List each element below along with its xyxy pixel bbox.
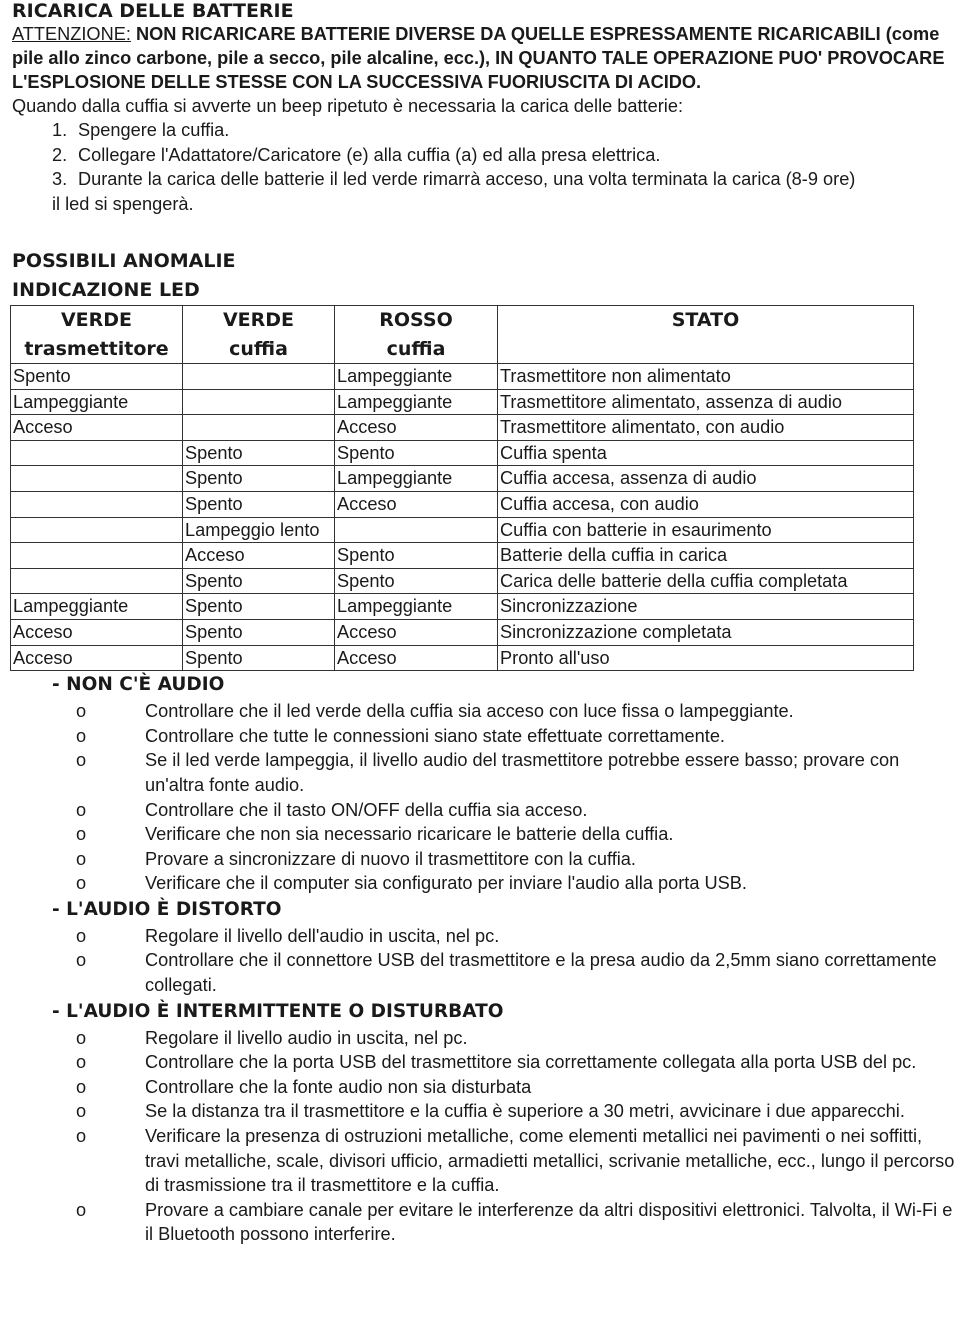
list-item-text: Controllare che il connettore USB del trasmettitore e la presa audio da 2,5mm siano correttamente collegati. [145, 950, 937, 996]
warning-paragraph [12, 22, 958, 94]
list-item [76, 822, 958, 847]
list-item-text: Verificare che il computer sia configurato per inviare l'audio alla porta USB. [145, 873, 747, 894]
cell-red-headset [335, 517, 498, 543]
cell-status: Trasmettitore alimentato, assenza di audio [498, 389, 914, 415]
step-item [52, 167, 958, 216]
list-item [76, 1124, 958, 1198]
table-row [11, 440, 914, 466]
step-number: 2. [52, 144, 68, 165]
cell-green-headset [183, 389, 335, 415]
list-item [76, 1026, 958, 1051]
cell-red-headset: Spento [335, 568, 498, 594]
header-green-transmitter: VERDE trasmettitore [11, 306, 183, 364]
list-item-text: Regolare il livello audio in uscita, nel pc. [145, 1027, 468, 1048]
list-item [76, 748, 958, 797]
table-row [11, 389, 914, 415]
list-item-text: Verificare la presenza di ostruzioni metalliche, come elementi metallici nei pavimenti o nei soffitti, travi metalliche, scale, divisori ufficio, armadietti metallici, scrivanie metalliche, ecc., lungo il percorso di trasmissione tra il trasmettitore e la cuffia. [145, 1126, 955, 1196]
list-item [76, 924, 958, 949]
warning-lead: ATTENZIONE: [12, 24, 131, 44]
cell-green-transmitter [11, 440, 183, 466]
cell-status: Cuffia accesa, assenza di audio [498, 466, 914, 492]
cell-green-transmitter: Acceso [11, 645, 183, 671]
cell-green-headset: Spento [183, 619, 335, 645]
list-item-text: Controllare che tutte le connessioni siano state effettuate correttamente. [145, 725, 725, 746]
circle-bullet-icon: o [76, 824, 87, 845]
table-row [11, 517, 914, 543]
cell-green-transmitter: Acceso [11, 415, 183, 441]
led-table-header [11, 306, 914, 364]
list-item-text: Se la distanza tra il trasmettitore e la cuffia è superiore a 30 metri, avvicinare i due apparecchi. [145, 1101, 905, 1122]
list-item-text: Se il led verde lampeggia, il livello audio del trasmettitore potrebbe essere basso; provare con un'altra fonte audio. [145, 750, 900, 795]
cell-green-headset [183, 415, 335, 441]
warning-text: NON RICARICARE BATTERIE DIVERSE DA QUELLE ESPRESSAMENTE RICARICABILI (come pile allo zinco carbone, pile a secco, pile alcaline, ecc.), IN QUANTO TALE OPERAZIONE PUO' PROVOCARE L'ESPLOSIONE DELLE STESSE CON LA SUCCESSIVA FUORIUSCITA DI ACIDO. [12, 24, 945, 92]
cell-status: Cuffia con batterie in esaurimento [498, 517, 914, 543]
cell-status: Sincronizzazione [498, 594, 914, 620]
anomalies-heading: POSSIBILI ANOMALIE [12, 250, 236, 272]
list-item [76, 847, 958, 872]
page-title: RICARICA DELLE BATTERIE [12, 0, 294, 22]
circle-bullet-icon: o [76, 1027, 87, 1048]
step-text: Durante la carica delle batterie il led verde rimarrà acceso, una volta terminata la carica (8-9 ore) [78, 169, 856, 189]
troubleshooting-heading: - NON C'È AUDIO [52, 674, 225, 696]
cell-red-headset: Lampeggiante [335, 364, 498, 390]
cell-green-headset [183, 364, 335, 390]
list-item [76, 1075, 958, 1100]
step-number: 3. [52, 169, 68, 189]
step-text-continued: il led si spengerà. [52, 193, 194, 214]
step-number: 1. [52, 120, 68, 140]
list-item [76, 798, 958, 823]
table-row [11, 466, 914, 492]
cell-green-transmitter: Acceso [11, 619, 183, 645]
list-item-text: Provare a cambiare canale per evitare le interferenze da altri dispositivi elettronici. Talvolta, il Wi-Fi e il Bluetooth possono interferire. [145, 1199, 953, 1245]
table-row [11, 645, 914, 671]
cell-green-transmitter [11, 543, 183, 569]
led-table [10, 305, 914, 671]
check-list [12, 1026, 958, 1247]
cell-red-headset: Lampeggiante [335, 594, 498, 620]
table-row [11, 619, 914, 645]
troubleshooting-sections [12, 671, 958, 1247]
cell-status: Cuffia accesa, con audio [498, 491, 914, 517]
cell-green-headset: Spento [183, 491, 335, 517]
cell-green-transmitter [11, 466, 183, 492]
list-item-text: Controllare che la porta USB del trasmettitore sia correttamente collegata alla porta USB del pc. [145, 1052, 917, 1073]
list-item [76, 1198, 958, 1247]
list-item-text: Provare a sincronizzare di nuovo il trasmettitore con la cuffia. [145, 848, 636, 869]
circle-bullet-icon: o [76, 701, 87, 722]
table-row [11, 568, 914, 594]
cell-green-transmitter [11, 568, 183, 594]
cell-green-transmitter: Lampeggiante [11, 594, 183, 620]
cell-green-headset: Spento [183, 594, 335, 620]
header-red-headset: ROSSO cuffia [335, 306, 498, 364]
cell-status: Trasmettitore alimentato, con audio [498, 415, 914, 441]
circle-bullet-icon: o [76, 873, 87, 894]
list-item-text: Controllare che il led verde della cuffia sia acceso con luce fissa o lampeggiante. [145, 701, 794, 722]
list-item [76, 1050, 958, 1075]
step-text: Collegare l'Adattatore/Caricatore (e) alla cuffia (a) ed alla presa elettrica. [78, 144, 661, 165]
check-list [12, 699, 958, 896]
cell-status: Cuffia spenta [498, 440, 914, 466]
list-item-text: Controllare che il tasto ON/OFF della cuffia sia acceso. [145, 799, 588, 820]
troubleshooting-heading: - L'AUDIO È DISTORTO [52, 898, 282, 920]
table-row [11, 543, 914, 569]
circle-bullet-icon: o [76, 1052, 87, 1073]
cell-red-headset: Lampeggiante [335, 389, 498, 415]
cell-green-headset: Lampeggio lento [183, 517, 335, 543]
cell-status: Sincronizzazione completata [498, 619, 914, 645]
circle-bullet-icon: o [76, 950, 87, 971]
cell-green-headset: Spento [183, 568, 335, 594]
cell-green-transmitter: Spento [11, 364, 183, 390]
step-item [52, 118, 958, 143]
circle-bullet-icon: o [76, 725, 87, 746]
table-row [11, 491, 914, 517]
list-item [76, 1099, 958, 1124]
cell-status: Pronto all'uso [498, 645, 914, 671]
header-status: STATO [498, 306, 914, 364]
step-text: Spengere la cuffia. [78, 120, 230, 140]
document-page [12, 0, 958, 1247]
table-row [11, 364, 914, 390]
header-green-headset: VERDE cuffia [183, 306, 335, 364]
cell-green-transmitter [11, 491, 183, 517]
cell-red-headset: Acceso [335, 491, 498, 517]
cell-green-headset: Spento [183, 645, 335, 671]
list-item-text: Verificare che non sia necessario ricaricare le batterie della cuffia. [145, 824, 674, 845]
circle-bullet-icon: o [76, 750, 87, 771]
cell-red-headset: Acceso [335, 619, 498, 645]
cell-red-headset: Acceso [335, 415, 498, 441]
troubleshooting-heading: - L'AUDIO È INTERMITTENTE O DISTURBATO [52, 1000, 504, 1022]
cell-red-headset: Lampeggiante [335, 466, 498, 492]
cell-green-headset: Spento [183, 440, 335, 466]
led-table-body [11, 364, 914, 671]
list-item [76, 699, 958, 724]
circle-bullet-icon: o [76, 1126, 87, 1147]
list-item-text: Controllare che la fonte audio non sia disturbata [145, 1076, 532, 1097]
cell-green-headset: Spento [183, 466, 335, 492]
cell-status: Carica delle batterie della cuffia completata [498, 568, 914, 594]
cell-green-transmitter: Lampeggiante [11, 389, 183, 415]
circle-bullet-icon: o [76, 799, 87, 820]
list-item-text: Regolare il livello dell'audio in uscita, nel pc. [145, 925, 500, 946]
step-item [52, 143, 958, 168]
table-row [11, 415, 914, 441]
cell-status: Trasmettitore non alimentato [498, 364, 914, 390]
circle-bullet-icon: o [76, 925, 87, 946]
cell-status: Batterie della cuffia in carica [498, 543, 914, 569]
circle-bullet-icon: o [76, 1199, 87, 1220]
circle-bullet-icon: o [76, 1101, 87, 1122]
cell-red-headset: Acceso [335, 645, 498, 671]
list-item [76, 724, 958, 749]
cell-green-headset: Acceso [183, 543, 335, 569]
charging-intro: Quando dalla cuffia si avverte un beep ripetuto è necessaria la carica delle batterie: [12, 96, 683, 116]
circle-bullet-icon: o [76, 1076, 87, 1097]
list-item [76, 948, 958, 997]
table-row [11, 594, 914, 620]
led-heading: INDICAZIONE LED [12, 279, 200, 301]
circle-bullet-icon: o [76, 848, 87, 869]
charging-steps [52, 118, 958, 216]
cell-red-headset: Spento [335, 440, 498, 466]
check-list [12, 924, 958, 998]
cell-red-headset: Spento [335, 543, 498, 569]
list-item [76, 871, 958, 896]
cell-green-transmitter [11, 517, 183, 543]
